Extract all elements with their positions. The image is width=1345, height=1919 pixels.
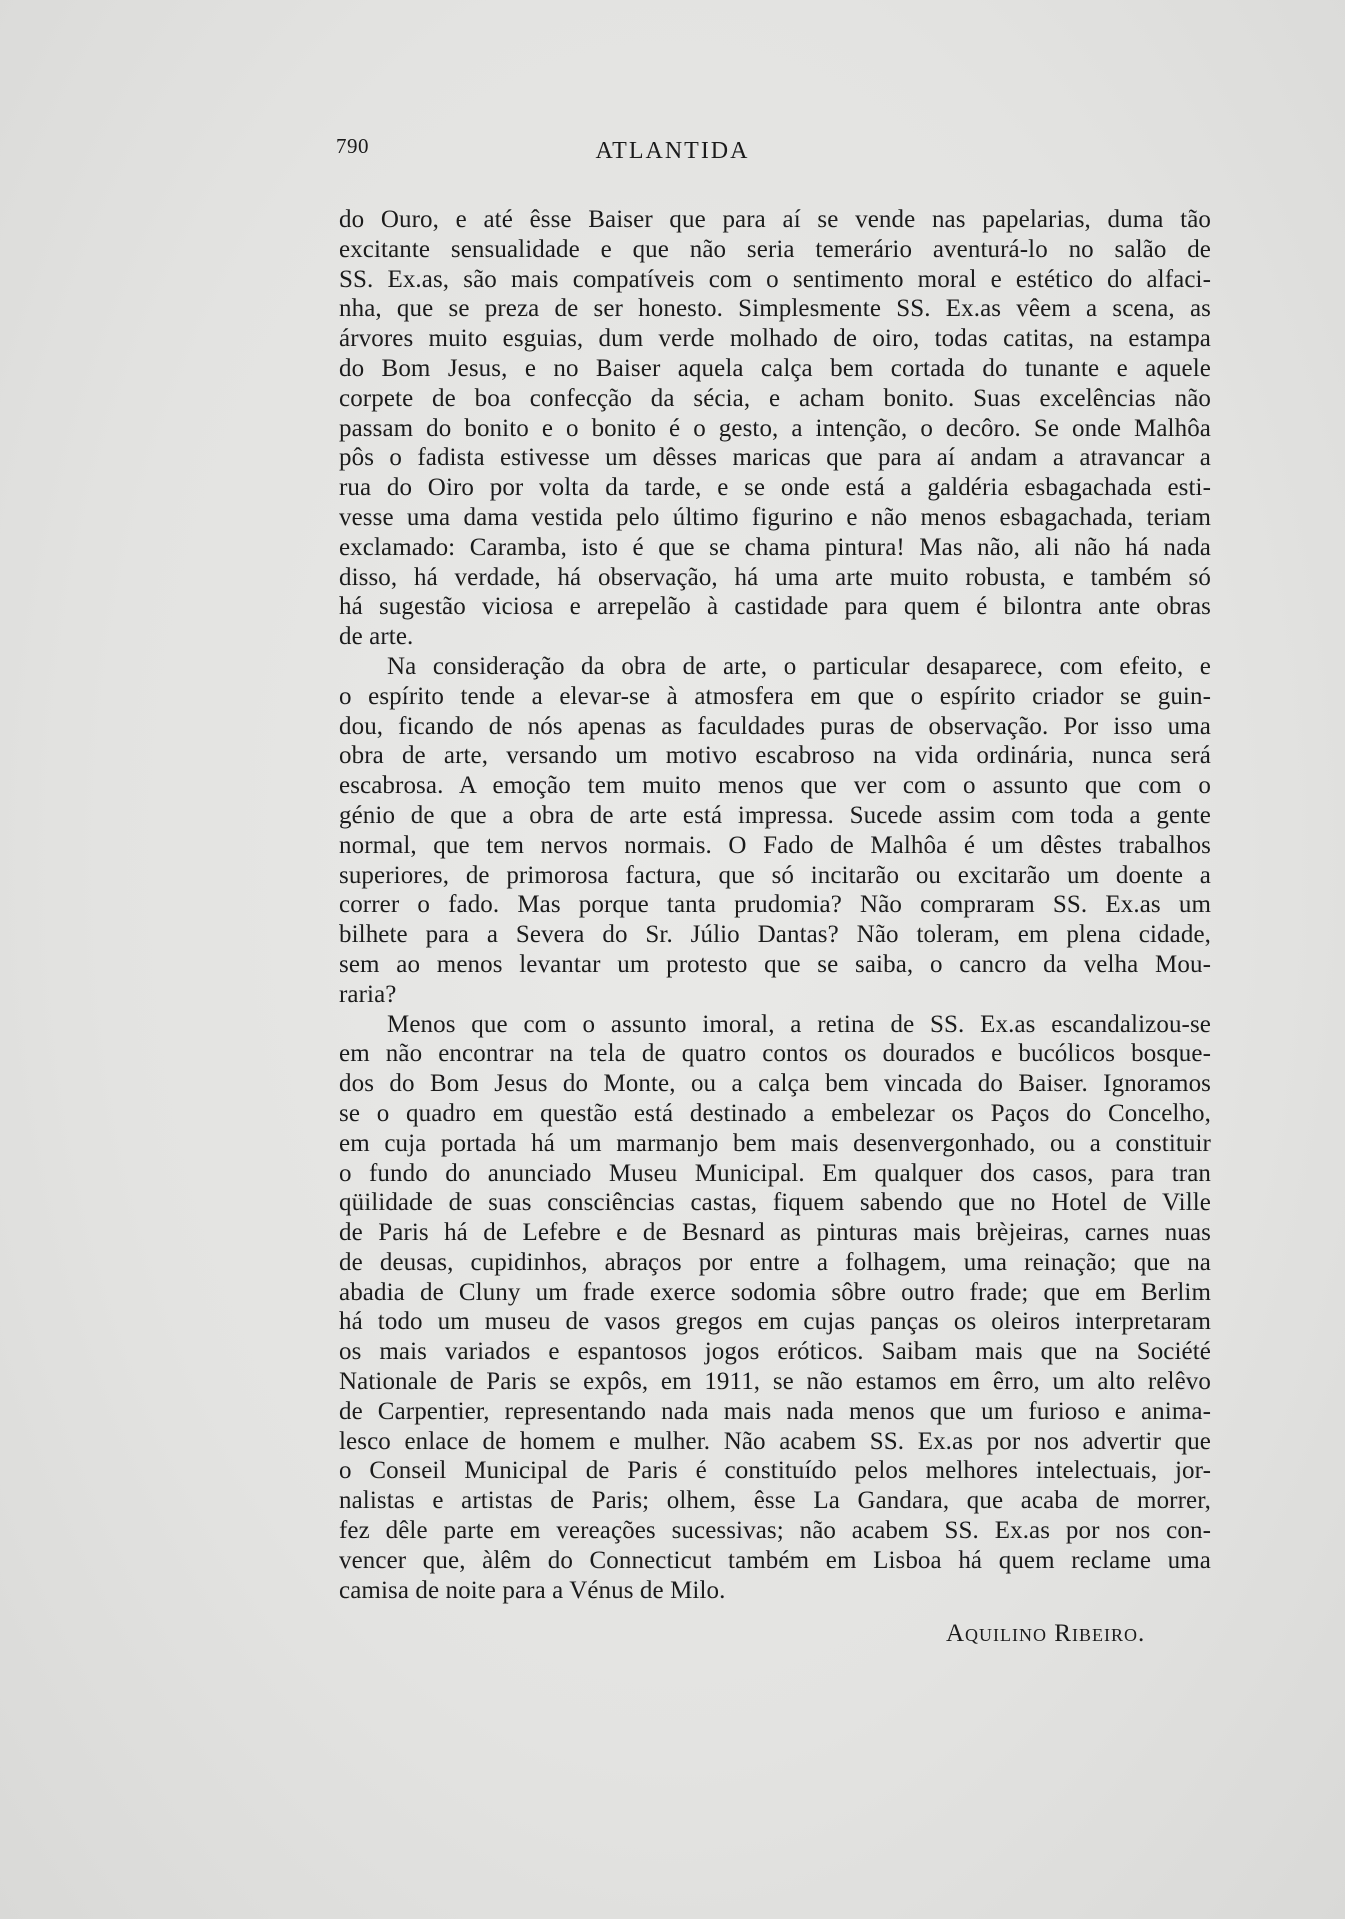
text-line: superiores, de primorosa factura, que só incitarão ou excitarão um doente a bbox=[339, 861, 1211, 889]
text-line: excitante sensualidade e que não seria temerário aventurá-lo no salão de bbox=[339, 235, 1211, 263]
text-line: o Conseil Municipal de Paris é constituído pelos melhores intelectuais, jor- bbox=[339, 1457, 1211, 1485]
text-line: de arte. bbox=[339, 623, 414, 651]
text-line: SS. Ex.as, são mais compatíveis com o sentimento moral e estético do alfaci- bbox=[339, 265, 1211, 293]
text-line: há todo um museu de vasos gregos em cujas panças os oleiros interpretaram bbox=[339, 1308, 1211, 1336]
text-line: escabrosa. A emoção tem muito menos que ver com o assunto que com o bbox=[339, 772, 1211, 800]
text-line: rua do Oiro por volta da tarde, e se onde está a galdéria esbagachada esti- bbox=[339, 474, 1211, 502]
text-line: o fundo do anunciado Museu Municipal. Em qualquer dos casos, para tran bbox=[339, 1159, 1211, 1187]
running-head-title: ATLANTIDA bbox=[595, 138, 750, 164]
text-line: qüilidade de suas consciências castas, fiquem sabendo que no Hotel de Ville bbox=[339, 1189, 1211, 1217]
text-line: nalistas e artistas de Paris; olhem, êsse La Gandara, que acaba de morrer, bbox=[339, 1487, 1211, 1515]
text-line: normal, que tem nervos normais. O Fado de Malhôa é um dêstes trabalhos bbox=[339, 831, 1211, 859]
page-number: 790 bbox=[336, 134, 369, 158]
text-line: lesco enlace de homem e mulher. Não acabem SS. Ex.as por nos advertir que bbox=[339, 1427, 1211, 1455]
text-line: Nationale de Paris se expôs, em 1911, se não estamos em êrro, um alto relêvo bbox=[339, 1368, 1211, 1396]
text-line: dou, ficando de nós apenas as faculdades puras de observação. Por isso uma bbox=[339, 712, 1211, 740]
text-line: árvores muito esguias, dum verde molhado de oiro, todas catitas, na estampa bbox=[339, 325, 1211, 353]
text-line: correr o fado. Mas porque tanta prudomia? Não compraram SS. Ex.as um bbox=[339, 891, 1211, 919]
text-line: raria? bbox=[339, 980, 397, 1008]
text-line: dos do Bom Jesus do Monte, ou a calça bem vincada do Baiser. Ignoramos bbox=[339, 1070, 1211, 1098]
author-signature: Aquilino Ribeiro. bbox=[946, 1620, 1146, 1647]
text-line: em não encontrar na tela de quatro contos os dourados e bucólicos bosque- bbox=[339, 1040, 1211, 1068]
text-line: camisa de noite para a Vénus de Milo. bbox=[339, 1576, 726, 1604]
text-line: de Carpentier, representando nada mais nada menos que um furioso e anima- bbox=[339, 1397, 1211, 1425]
text-line: de Paris há de Lefebre e de Besnard as pinturas mais brèjeiras, carnes nuas bbox=[339, 1219, 1211, 1247]
text-line: os mais variados e espantosos jogos eróticos. Saibam mais que na Société bbox=[339, 1338, 1211, 1366]
text-line: de deusas, cupidinhos, abraços por entre a folhagem, uma reinação; que na bbox=[339, 1248, 1211, 1276]
text-line: Menos que com o assunto imoral, a retina de SS. Ex.as escandalizou-se bbox=[387, 1010, 1211, 1038]
text-line: se o quadro em questão está destinado a embelezar os Paços do Concelho, bbox=[339, 1099, 1211, 1127]
text-line: abadia de Cluny um frade exerce sodomia sôbre outro frade; que em Berlim bbox=[339, 1278, 1211, 1306]
text-line: sem ao menos levantar um protesto que se saiba, o cancro da velha Mou- bbox=[339, 950, 1211, 978]
text-line: do Bom Jesus, e no Baiser aquela calça bem cortada do tunante e aquele bbox=[339, 354, 1211, 382]
text-line: génio de que a obra de arte está impressa. Sucede assim com toda a gente bbox=[339, 801, 1211, 829]
text-line: bilhete para a Severa do Sr. Júlio Dantas? Não toleram, em plena cidade, bbox=[339, 921, 1211, 949]
text-line: o espírito tende a elevar-se à atmosfera em que o espírito criador se guin- bbox=[339, 682, 1211, 710]
text-line: disso, há verdade, há observação, há uma arte muito robusta, e também só bbox=[339, 563, 1211, 591]
text-line: há sugestão viciosa e arrepelão à castidade para quem é bilontra ante obras bbox=[339, 593, 1211, 621]
article-body bbox=[339, 205, 1211, 1605]
text-line: vesse uma dama vestida pelo último figurino e não menos esbagachada, teriam bbox=[339, 503, 1211, 531]
text-line: nha, que se preza de ser honesto. Simplesmente SS. Ex.as vêem a scena, as bbox=[339, 295, 1211, 323]
text-line: do Ouro, e até êsse Baiser que para aí se vende nas papelarias, duma tão bbox=[339, 206, 1211, 233]
text-line: pôs o fadista estivesse um dêsses maricas que para aí andam a atravancar a bbox=[339, 444, 1211, 472]
text-line: vencer que, àlêm do Connecticut também em Lisboa há quem reclame uma bbox=[339, 1546, 1211, 1574]
text-line: obra de arte, versando um motivo escabroso na vida ordinária, nunca será bbox=[339, 742, 1211, 770]
text-line: passam do bonito e o bonito é o gesto, a intenção, o decôro. Se onde Malhôa bbox=[339, 414, 1211, 442]
text-line: corpete de boa confecção da sécia, e acham bonito. Suas excelências não bbox=[339, 384, 1211, 412]
text-line: Na consideração da obra de arte, o particular desaparece, com efeito, e bbox=[387, 652, 1211, 680]
text-line: exclamado: Caramba, isto é que se chama pintura! Mas não, ali não há nada bbox=[339, 533, 1211, 561]
text-line: em cuja portada há um marmanjo bem mais desenvergonhado, ou a constituir bbox=[339, 1129, 1211, 1157]
text-line: fez dêle parte em vereações sucessivas; não acabem SS. Ex.as por nos con- bbox=[339, 1517, 1211, 1545]
